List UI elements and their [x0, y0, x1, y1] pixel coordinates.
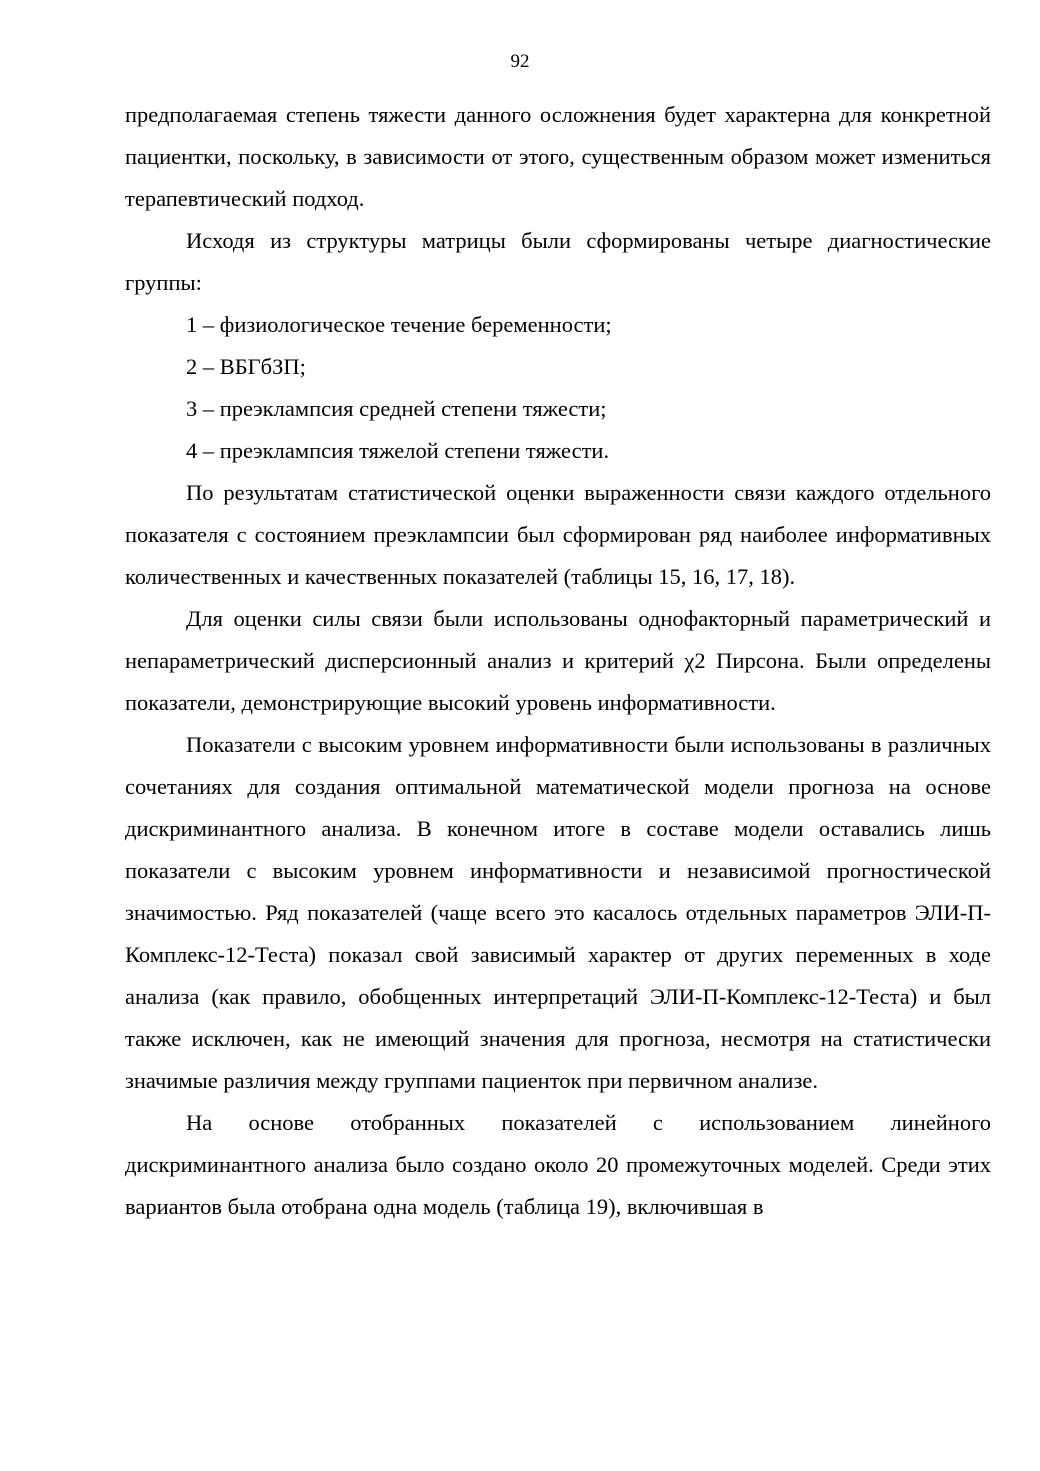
document-body [125, 94, 991, 1228]
list-item: 2 – ВБГбЗП; [186, 354, 306, 379]
paragraph: предполагаемая степень тяжести данного осложнения будет характерна для конкретной пациентки, поскольку, в зависимости от этого, существенным образом может измениться терапевтический подход. [125, 102, 991, 211]
paragraph: На основе отобранных показателей с использованием линейного дискриминантного анализа было создано около 20 промежуточных моделей. Среди этих вариантов была отобрана одна модель (таблица 19), включившая в [125, 1110, 991, 1219]
paragraph: По результатам статистической оценки выраженности связи каждого отдельного показателя с состоянием преэклампсии был сформирован ряд наиболее информативных количественных и качественных показателей (таблицы 15, 16, 17, 18). [125, 480, 991, 589]
paragraph: Для оценки силы связи были использованы однофакторный параметрический и непараметрический дисперсионный анализ и критерий χ2 Пирсона. Были определены показатели, демонстрирующие высокий уровень информативности. [125, 606, 991, 715]
list-item: 3 – преэклампсия средней степени тяжести; [186, 396, 607, 421]
page-number: 92 [510, 51, 530, 72]
paragraph: Исходя из структуры матрицы были сформированы четыре диагностические группы: [125, 228, 991, 295]
list-item: 4 – преэклампсия тяжелой степени тяжести. [186, 438, 610, 463]
paragraph: Показатели с высоким уровнем информативности были использованы в различных сочетаниях для создания оптимальной математической модели прогноза на основе дискриминантного анализа. В конечном итоге в составе модели оставались лишь показатели с высоким уровнем информативности и независимой прогностической значимостью. Ряд показателей (чаще всего это касалось отдельных параметров ЭЛИ-П-Комплекс-12-Теста) показал свой зависимый характер от других переменных в ходе анализа (как правило, обобщенных интерпретаций ЭЛИ-П-Комплекс-12-Теста) и был также исключен, как не имеющий значения для прогноза, несмотря на статистически значимые различия между группами пациенток при первичном анализе. [125, 732, 991, 1093]
list-item: 1 – физиологическое течение беременности; [186, 312, 612, 337]
